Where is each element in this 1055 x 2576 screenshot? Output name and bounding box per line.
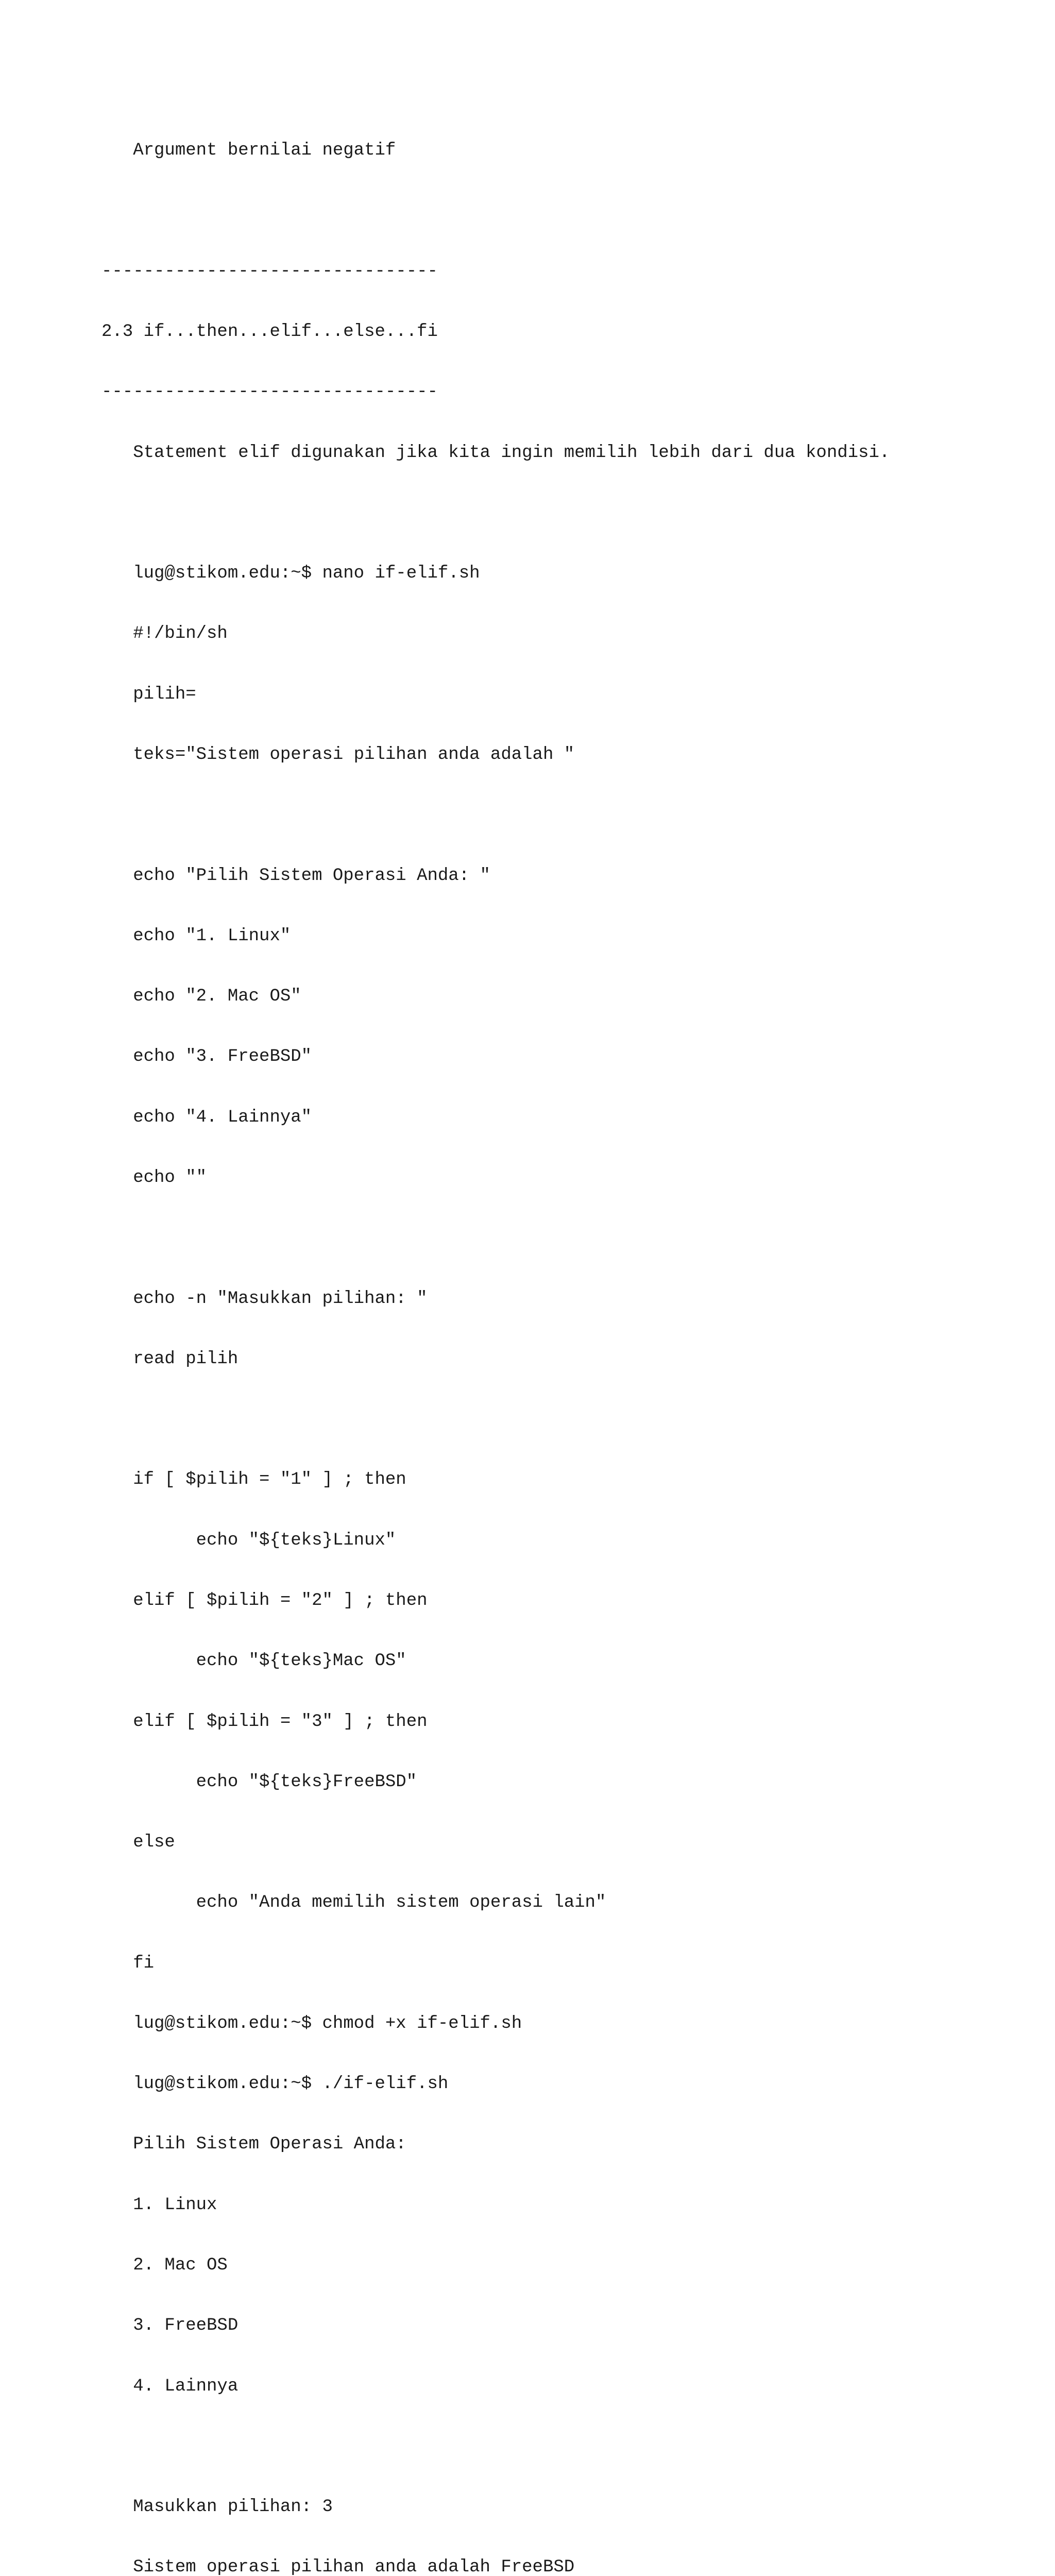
code-line: lug@stikom.edu:~$ ./if-elif.sh	[101, 2074, 449, 2094]
code-line: echo "${teks}Linux"	[101, 1530, 396, 1550]
code-line: echo "2. Mac OS"	[101, 987, 301, 1007]
blank-line	[101, 1410, 1029, 1430]
output-line: Masukkan pilihan: 3	[101, 2497, 333, 2517]
code-line: echo "Anda memilih sistem operasi lain"	[101, 1893, 606, 1913]
section-heading: 2.3 if...then...elif...else...fi	[101, 322, 438, 342]
blank-line	[101, 805, 1029, 825]
output-line: 3. FreeBSD	[101, 2316, 239, 2336]
blank-line	[101, 1228, 1029, 1248]
code-line: else	[101, 1833, 175, 1853]
code-line: pilih=	[101, 684, 196, 704]
output-line: Pilih Sistem Operasi Anda:	[101, 2134, 406, 2155]
paragraph-line: Statement elif digunakan jika kita ingin memilih lebih dari dua kondisi.	[101, 443, 890, 463]
document-page	[101, 100, 1029, 2576]
output-line: 4. Lainnya	[101, 2376, 239, 2396]
code-line: teks="Sistem operasi pilihan anda adalah "	[101, 745, 575, 765]
code-line: echo "${teks}FreeBSD"	[101, 1772, 417, 1792]
code-line: read pilih	[101, 1349, 239, 1369]
code-line: fi	[101, 1953, 155, 1973]
blank-line	[101, 503, 1029, 523]
code-line: elif [ $pilih = "2" ] ; then	[101, 1590, 428, 1611]
code-line: echo "${teks}Mac OS"	[101, 1651, 406, 1671]
code-line: if [ $pilih = "1" ] ; then	[101, 1470, 406, 1490]
output-line: 2. Mac OS	[101, 2256, 228, 2276]
code-line: echo "4. Lainnya"	[101, 1107, 312, 1127]
section-rule: --------------------------------	[101, 261, 438, 281]
output-line: 1. Linux	[101, 2195, 217, 2215]
code-line: echo ""	[101, 1167, 207, 1188]
code-line: lug@stikom.edu:~$ nano if-elif.sh	[101, 564, 480, 584]
output-line: Sistem operasi pilihan anda adalah FreeBSD	[101, 2557, 575, 2576]
blank-line	[101, 2437, 1029, 2457]
code-line: echo "1. Linux"	[101, 926, 291, 946]
blank-line	[101, 201, 1029, 221]
section-rule: --------------------------------	[101, 382, 438, 402]
code-line: lug@stikom.edu:~$ chmod +x if-elif.sh	[101, 2013, 522, 2033]
code-line: #!/bin/sh	[101, 624, 228, 644]
code-line: echo "Pilih Sistem Operasi Anda: "	[101, 866, 490, 886]
code-line: echo -n "Masukkan pilihan: "	[101, 1289, 428, 1309]
code-line: elif [ $pilih = "3" ] ; then	[101, 1711, 428, 1732]
text-line: Argument bernilai negatif	[101, 141, 396, 161]
code-line: echo "3. FreeBSD"	[101, 1047, 312, 1067]
